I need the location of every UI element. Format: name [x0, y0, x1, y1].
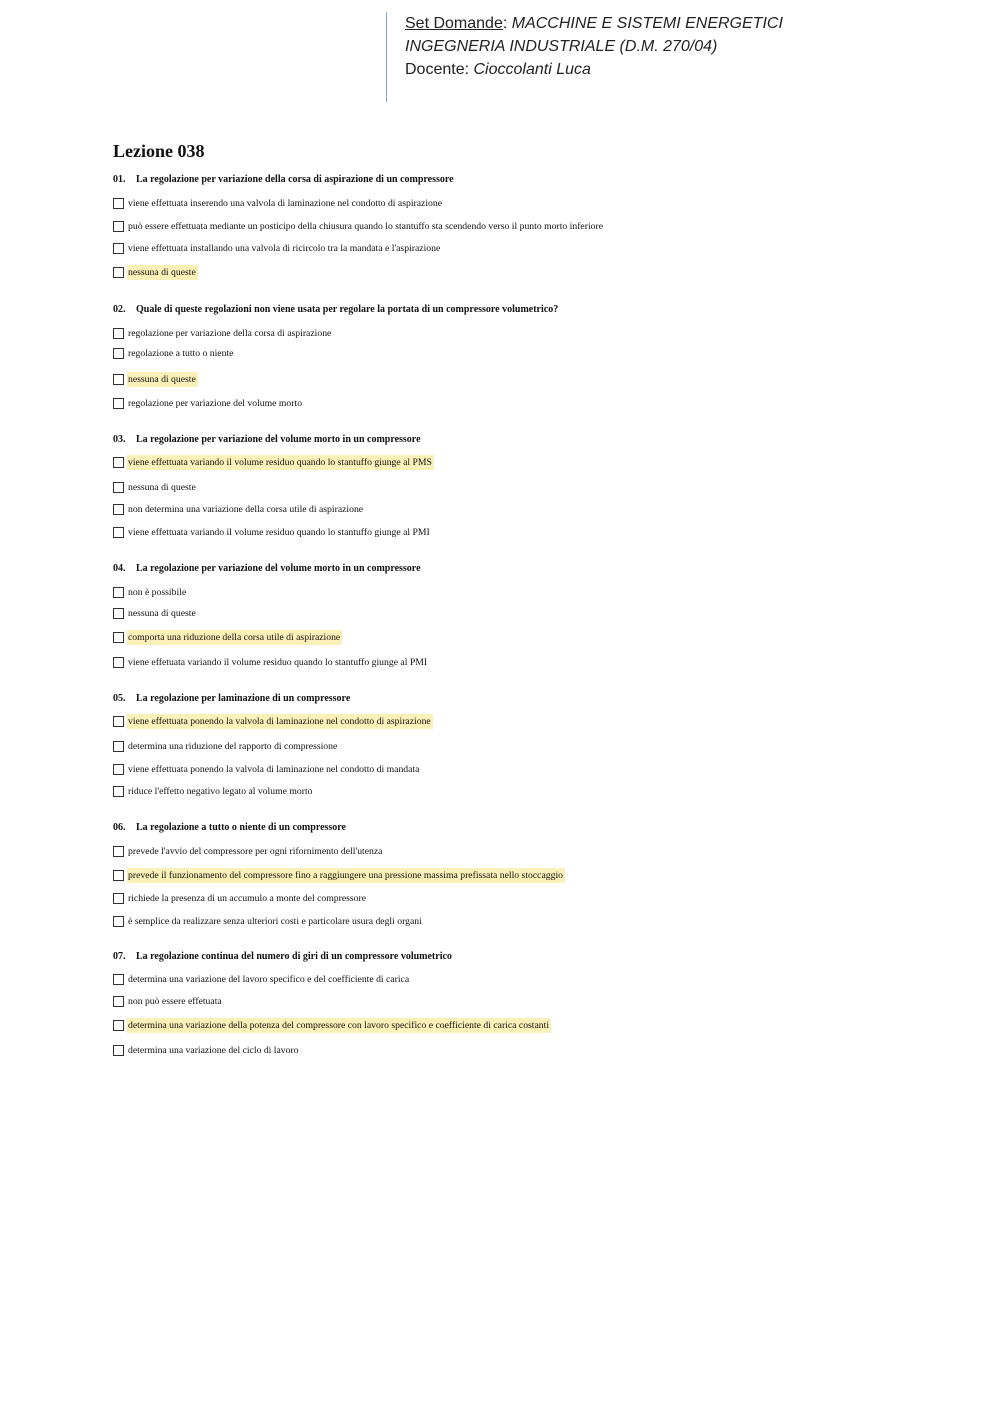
checkbox-icon[interactable]	[113, 221, 124, 232]
answer-text: viene effettuata inserendo una valvola di laminazione nel condotto di aspirazione	[128, 198, 443, 209]
checkbox-icon[interactable]	[113, 741, 124, 752]
answer-option[interactable]	[113, 1018, 551, 1033]
answer-option[interactable]	[113, 525, 432, 540]
question-label: La regolazione per variazione del volume morto in un compressore	[136, 434, 421, 445]
question-label: La regolazione per variazione del volume morto in un compressore	[136, 563, 421, 574]
answer-text: nessuna di queste	[128, 267, 196, 278]
answer-option[interactable]	[113, 372, 198, 387]
answer-option[interactable]	[113, 265, 198, 280]
checkbox-icon[interactable]	[113, 328, 124, 339]
teacher-line	[405, 58, 783, 81]
answer-option[interactable]	[113, 739, 339, 754]
question-label: La regolazione per variazione della corsa di aspirazione di un compressore	[136, 174, 454, 185]
question-number: 05.	[113, 693, 126, 704]
checkbox-icon[interactable]	[113, 657, 124, 668]
answer-option[interactable]	[113, 326, 333, 341]
answer-text: prevede il funzionamento del compressore fino a raggiungere una pressione massima prefissata nello stoccaggio	[128, 870, 563, 881]
answer-text: determina una riduzione del rapporto di compressione	[128, 741, 338, 752]
checkbox-icon[interactable]	[113, 198, 124, 209]
question-number: 06.	[113, 822, 126, 833]
lesson-title: Lezione 038	[113, 141, 205, 161]
answer-text: viene effetuata variando il volume residuo quando lo stantuffo giunge al PMI	[128, 657, 428, 668]
question-number: 07.	[113, 951, 126, 962]
checkbox-icon[interactable]	[113, 398, 124, 409]
question-text	[113, 433, 421, 446]
checkbox-icon[interactable]	[113, 870, 124, 881]
checkbox-icon[interactable]	[113, 482, 124, 493]
answer-text: regolazione per variazione della corsa di aspirazione	[128, 328, 332, 339]
answer-text: viene effettuata variando il volume residuo quando lo stantuffo giunge al PMI	[128, 527, 430, 538]
teacher-name: Cioccolanti Luca	[473, 61, 591, 78]
answer-text: regolazione per variazione del volume morto	[128, 398, 303, 409]
answer-option[interactable]	[113, 346, 235, 361]
checkbox-icon[interactable]	[113, 764, 124, 775]
answer-text: riduce l'effetto negativo legato al volume morto	[128, 786, 313, 797]
answer-text: determina una variazione del ciclo di lavoro	[128, 1045, 299, 1056]
answer-text: è semplice da realizzare senza ulteriori costi e particolare usura degli organi	[128, 916, 422, 927]
checkbox-icon[interactable]	[113, 348, 124, 359]
answer-text: viene effettuata installando una valvola di ricircolo tra la mandata e l'aspirazione	[128, 243, 441, 254]
answer-text: viene effettuata variando il volume residuo quando lo stantuffo giunge al PMS	[128, 457, 432, 468]
answer-text: non è possibile	[128, 587, 187, 598]
answer-option[interactable]	[113, 972, 411, 987]
checkbox-icon[interactable]	[113, 974, 124, 985]
answer-option[interactable]	[113, 396, 304, 411]
answer-option[interactable]	[113, 714, 433, 729]
checkbox-icon[interactable]	[113, 457, 124, 468]
answer-text: regolazione a tutto o niente	[128, 348, 234, 359]
checkbox-icon[interactable]	[113, 587, 124, 598]
checkbox-icon[interactable]	[113, 374, 124, 385]
answer-option[interactable]	[113, 196, 444, 211]
teacher-label: Docente:	[405, 61, 474, 78]
question-number: 02.	[113, 304, 126, 315]
question-text	[113, 173, 454, 186]
answer-option[interactable]	[113, 994, 224, 1009]
checkbox-icon[interactable]	[113, 608, 124, 619]
answer-text: prevede l'avvio del compressore per ogni rifornimento dell'utenza	[128, 846, 383, 857]
question-number: 04.	[113, 563, 126, 574]
question-label: La regolazione continua del numero di giri di un compressore volumetrico	[136, 951, 452, 962]
answer-option[interactable]	[113, 844, 384, 859]
checkbox-icon[interactable]	[113, 786, 124, 797]
answer-option[interactable]	[113, 630, 342, 645]
answer-option[interactable]	[113, 868, 565, 883]
checkbox-icon[interactable]	[113, 716, 124, 727]
question-label: La regolazione a tutto o niente di un compressore	[136, 822, 346, 833]
checkbox-icon[interactable]	[113, 267, 124, 278]
course-name: MACCHINE E SISTEMI ENERGETICI	[511, 15, 783, 32]
answer-option[interactable]	[113, 1043, 301, 1058]
answer-option[interactable]	[113, 655, 429, 670]
answer-option[interactable]	[113, 762, 421, 777]
answer-text: non può essere effetuata	[128, 996, 222, 1007]
checkbox-icon[interactable]	[113, 504, 124, 515]
question-text	[113, 692, 350, 705]
answer-option[interactable]	[113, 784, 315, 799]
course-line	[405, 12, 783, 35]
document-header	[386, 12, 783, 102]
answer-text: può essere effettuata mediante un posticipo della chiusura quando lo stantuffo sta scendendo verso il punto morto inferiore	[128, 221, 604, 232]
answer-option[interactable]	[113, 219, 605, 234]
answer-text: nessuna di queste	[128, 374, 196, 385]
answer-text: richiede la presenza di un accumulo a monte del compressore	[128, 893, 367, 904]
question-text	[113, 950, 452, 963]
question-label: Quale di queste regolazioni non viene usata per regolare la portata di un compressore volumetrico?	[136, 304, 559, 315]
checkbox-icon[interactable]	[113, 632, 124, 643]
checkbox-icon[interactable]	[113, 996, 124, 1007]
checkbox-icon[interactable]	[113, 1020, 124, 1031]
set-separator: :	[502, 15, 508, 32]
answer-text: non determina una variazione della corsa utile di aspirazione	[128, 504, 364, 515]
question-label: La regolazione per laminazione di un compressore	[136, 693, 351, 704]
question-text	[113, 562, 421, 575]
checkbox-icon[interactable]	[113, 527, 124, 538]
question-text	[113, 821, 346, 834]
answer-text: determina una variazione del lavoro specifico e del coefficiente di carica	[128, 974, 410, 985]
answer-option[interactable]	[113, 585, 188, 600]
answer-option[interactable]	[113, 455, 434, 470]
checkbox-icon[interactable]	[113, 846, 124, 857]
answer-option[interactable]	[113, 891, 368, 906]
checkbox-icon[interactable]	[113, 893, 124, 904]
question-number: 01.	[113, 174, 126, 185]
answer-option[interactable]	[113, 914, 424, 929]
answer-option[interactable]	[113, 241, 442, 256]
degree-line	[405, 35, 783, 58]
answer-option[interactable]	[113, 480, 198, 495]
answer-text: comporta una riduzione della corsa utile di aspirazione	[128, 632, 341, 643]
checkbox-icon[interactable]	[113, 243, 124, 254]
checkbox-icon[interactable]	[113, 1045, 124, 1056]
answer-text: determina una variazione della potenza del compressore con lavoro specifico e coefficiente di carica costanti	[128, 1020, 550, 1031]
degree-name: INGEGNERIA INDUSTRIALE (D.M. 270/04)	[405, 38, 718, 55]
set-label: Set Domande	[405, 15, 503, 32]
checkbox-icon[interactable]	[113, 916, 124, 927]
answer-text: nessuna di queste	[128, 482, 196, 493]
answer-text: nessuna di queste	[128, 608, 196, 619]
question-text	[113, 303, 558, 316]
answer-option[interactable]	[113, 606, 198, 621]
answer-option[interactable]	[113, 502, 365, 517]
answer-text: viene effettuata ponendo la valvola di laminazione nel condotto di aspirazione	[128, 716, 431, 727]
answer-text: viene effettuata ponendo la valvola di laminazione nel condotto di mandata	[128, 764, 420, 775]
question-number: 03.	[113, 434, 126, 445]
